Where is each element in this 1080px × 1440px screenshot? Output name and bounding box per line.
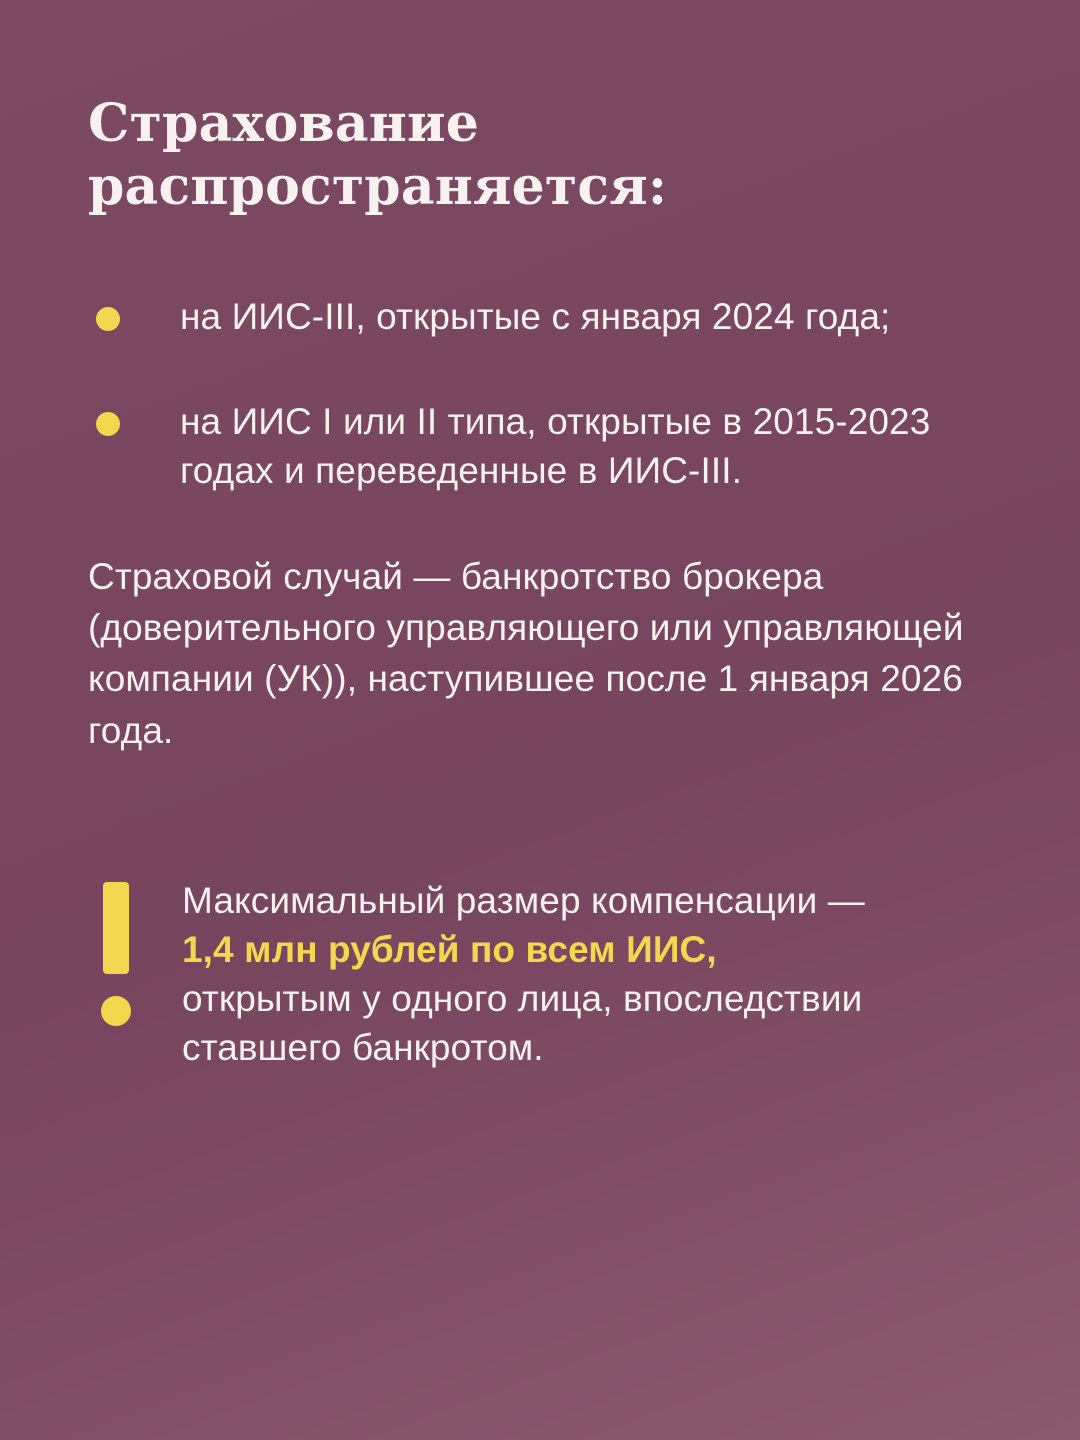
exclamation-mark-icon — [94, 876, 138, 1026]
page-title: Страхование распространяется: — [88, 93, 668, 218]
bullet-list — [88, 293, 992, 495]
bullet-dot-icon — [96, 307, 120, 331]
bullet-text: на ИИС I или II типа, открытые в 2015-2023 годах и переведенные в ИИС-III. — [180, 400, 931, 491]
body-paragraph: Страховой случай — банкротство брокера (доверительного управляющего или управляющей компании (УК)), наступившее после 1 января 2026 года. — [88, 556, 964, 751]
bullet-dot-icon — [96, 412, 120, 436]
callout-text — [182, 876, 992, 1073]
list-item — [88, 293, 992, 342]
bullet-text: на ИИС-III, открытые с января 2024 года; — [180, 295, 891, 337]
callout — [88, 876, 992, 1073]
callout-tail: открытым у одного лица, впоследствии ставшего банкротом. — [182, 977, 863, 1069]
callout-highlight: 1,4 млн рублей по всем ИИС, — [182, 928, 717, 970]
callout-lead: Максимальный размер компенсации — — [182, 879, 865, 921]
list-item — [88, 398, 992, 496]
